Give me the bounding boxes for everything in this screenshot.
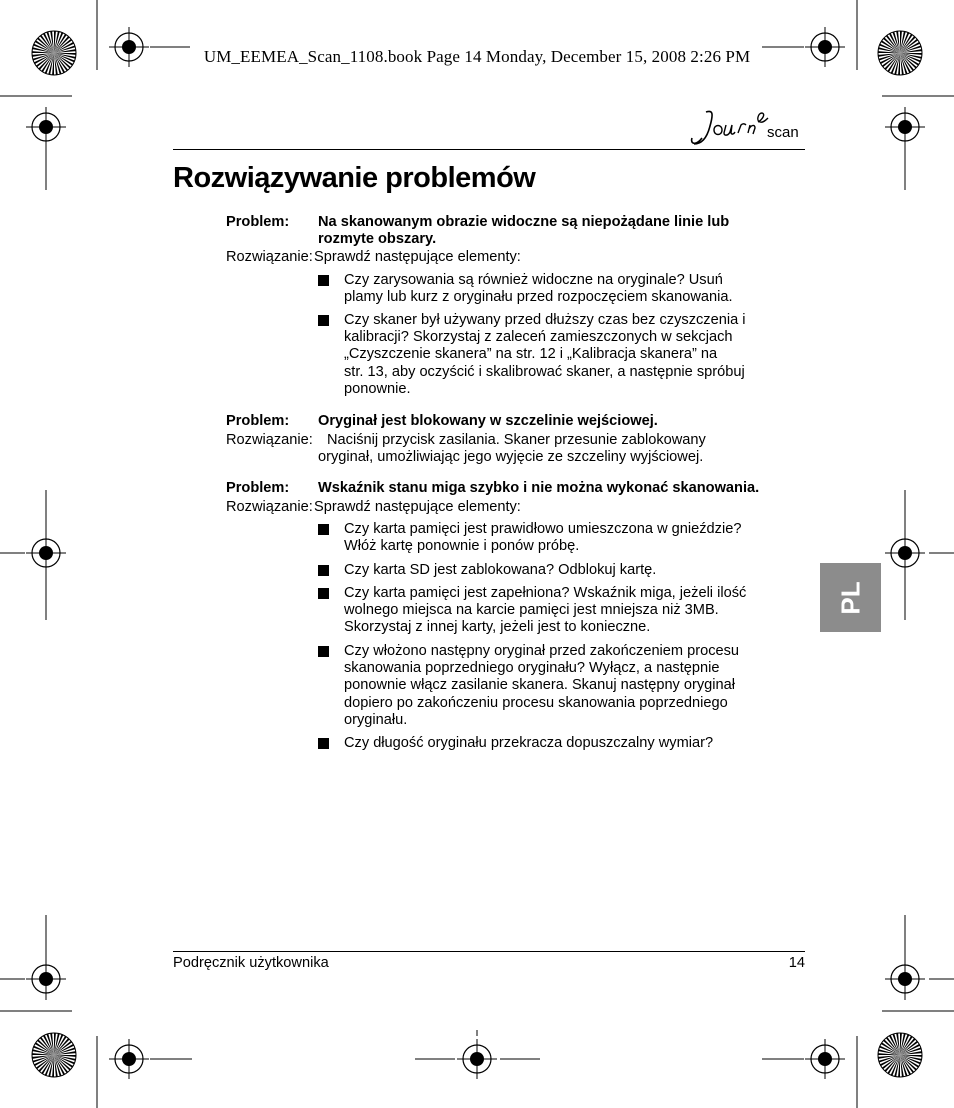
bullet-item <box>344 643 804 729</box>
bullet-line: str. 13, aby oczyścić i skalibrować skaner, a następnie spróbuj <box>344 363 745 380</box>
bullet-line: ponownie. <box>344 380 411 397</box>
bullet-square <box>318 565 329 576</box>
bullet-line: Czy długość oryginału przekracza dopuszczalny wymiar? <box>344 735 714 751</box>
footer-rule <box>173 951 805 952</box>
problem-label: Problem: <box>226 214 290 230</box>
bullet-line: Czy karta pamięci jest zapełniona? Wskaźnik miga, jeżeli ilość <box>344 585 747 601</box>
bullet-line: Czy włożono następny oryginał przed zakończeniem procesu <box>344 643 740 659</box>
bullet-line: dopiero po zakończeniu procesu skanowania poprzedniego <box>344 694 728 711</box>
problem-text: Wskaźnik stanu miga szybko i nie można wykonać skanowania. <box>318 480 760 496</box>
page-title: Rozwiązywanie problemów <box>173 162 536 194</box>
header-rule <box>173 149 805 150</box>
bullet-square <box>318 315 329 326</box>
bullet-line: oryginału. <box>344 711 408 728</box>
problem-text <box>318 214 808 248</box>
bullet-square <box>318 275 329 286</box>
problem-text: Oryginał jest blokowany w szczelinie wejściowej. <box>318 413 658 429</box>
bullet-square <box>318 646 329 657</box>
bullet-square <box>318 524 329 535</box>
problem-label: Problem: <box>226 480 290 496</box>
bullet-item <box>344 562 804 579</box>
bullet-line: kalibracji? Skorzystaj z zaleceń zamieszczonych w sekcjach <box>344 329 733 346</box>
bullet-line: wolnego miejsca na karcie pamięci jest mniejsza niż 3MB. <box>344 602 719 619</box>
problem-line: rozmyte obszary. <box>318 231 437 248</box>
footer-title: Podręcznik użytkownika <box>173 955 329 971</box>
solution-text <box>318 432 808 466</box>
language-tab <box>820 563 881 632</box>
bullet-line: Czy karta SD jest zablokowana? Odblokuj kartę. <box>344 562 657 578</box>
bullet-line: Czy karta pamięci jest prawidłowo umieszczona w gnieździe? <box>344 521 742 537</box>
bullet-item <box>344 585 804 637</box>
bullet-square <box>318 588 329 599</box>
problem-line: Na skanowanym obrazie widoczne są niepożądane linie lub <box>318 214 730 230</box>
bullet-item <box>344 312 804 398</box>
solution-label: Rozwiązanie: <box>226 499 313 515</box>
solution-text: Sprawdź następujące elementy: <box>314 499 521 515</box>
slug-line: UM_EEMEA_Scan_1108.book Page 14 Monday, December 15, 2008 2:26 PM <box>203 47 751 66</box>
bullet-line: skanowania poprzedniego oryginału? Wyłącz, a następnie <box>344 660 720 677</box>
language-tab-label: PL <box>835 580 865 615</box>
bullet-line: plamy lub kurz z oryginału przed rozpoczęciem skanowania. <box>344 289 733 306</box>
bullet-item <box>344 272 804 306</box>
page-number: 14 <box>788 955 805 971</box>
bullet-item <box>344 735 804 752</box>
bullet-line: Włóż kartę ponownie i ponów próbę. <box>344 538 580 555</box>
solution-label: Rozwiązanie: <box>226 249 313 265</box>
bullet-line: „Czyszczenie skanera” na str. 12 i „Kalibracja skanera” na <box>344 346 718 363</box>
solution-line: oryginał, umożliwiając jego wyjęcie ze szczeliny wyjściowej. <box>318 449 704 466</box>
solution-label: Rozwiązanie: <box>226 432 313 448</box>
problem-label: Problem: <box>226 413 290 429</box>
solution-line: Naciśnij przycisk zasilania. Skaner przesunie zablokowany <box>327 432 706 448</box>
bullet-item <box>344 521 804 555</box>
bullet-square <box>318 738 329 749</box>
solution-text: Sprawdź następujące elementy: <box>314 249 521 265</box>
bullet-line: Czy zarysowania są również widoczne na oryginale? Usuń <box>344 272 723 288</box>
bullet-line: Skorzystaj z innej karty, jeżeli jest to konieczne. <box>344 619 651 636</box>
bullet-line: Czy skaner był używany przed dłuższy czas bez czyszczenia i <box>344 312 746 328</box>
bullet-line: ponownie włącz zasilanie skanera. Skanuj następny oryginał <box>344 677 736 694</box>
brand-product: scan <box>767 124 799 141</box>
